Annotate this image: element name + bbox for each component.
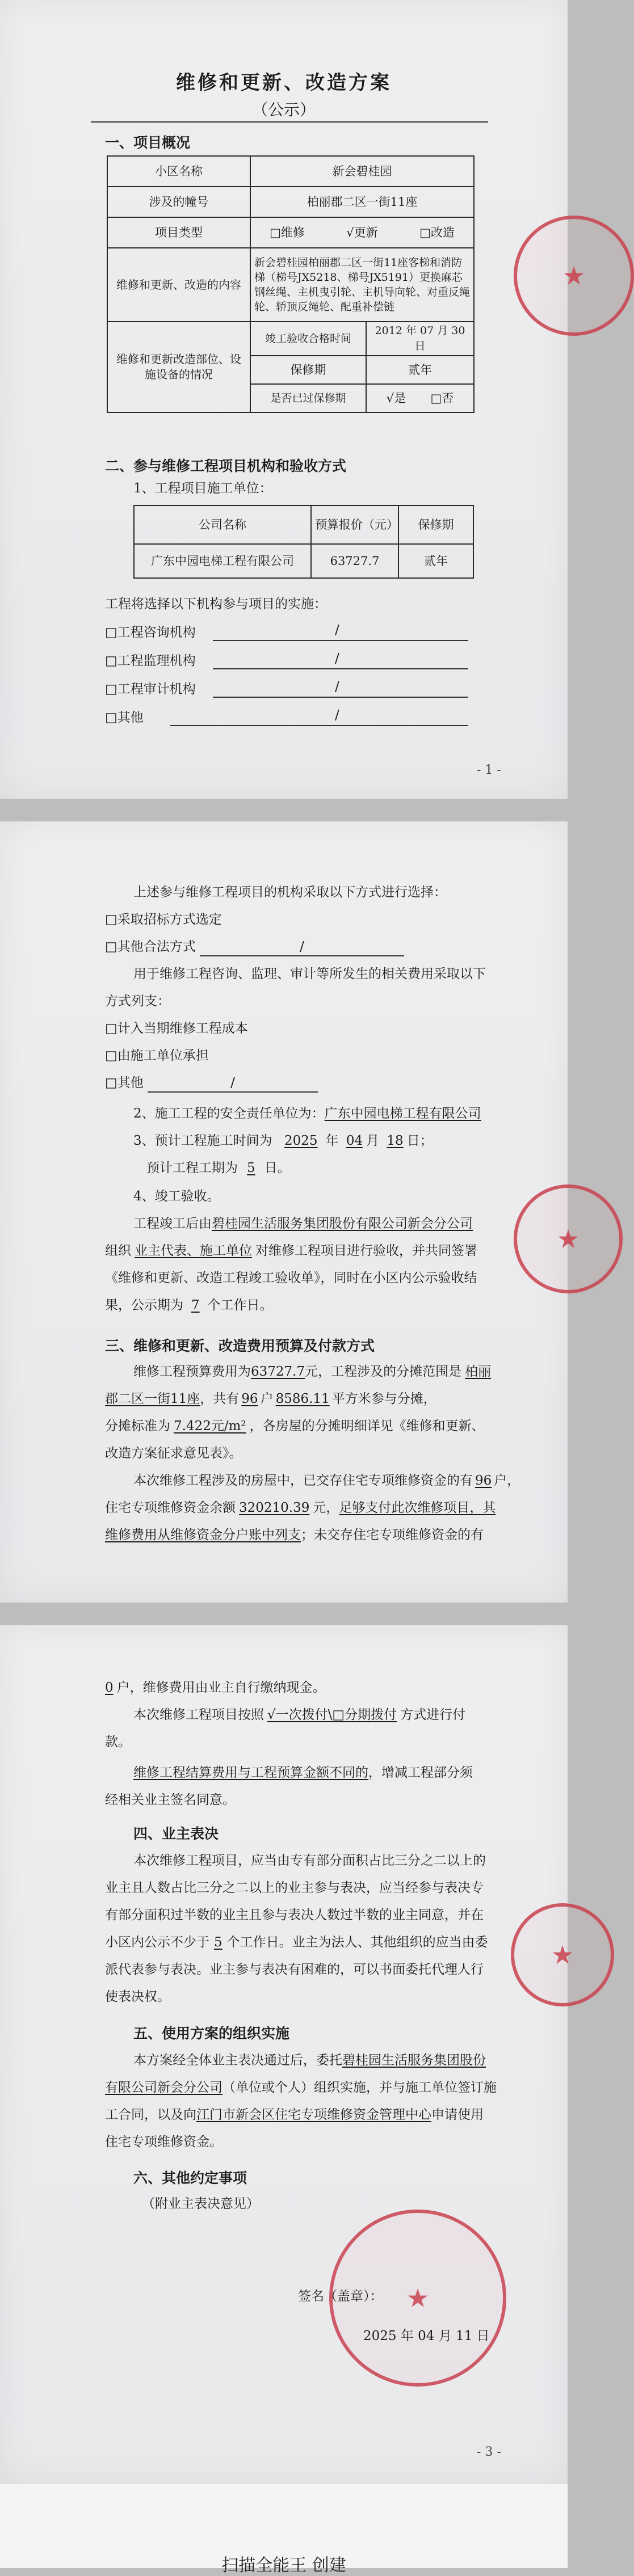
- page-number: - 1 -: [477, 763, 501, 777]
- p3-line-1: 0 户，维修费用由业主自行缴纳现金。: [105, 1680, 326, 1695]
- agency-audit-slash: /: [335, 680, 339, 694]
- content-value: 新会碧桂园柏丽郡二区一街11座客梯和消防梯（梯号JX5218、梯号JX5191）更换麻芯钢丝绳、主机曳引轮、主机导向轮、对重反绳轮、轿顶反绳轮、配重补偿链: [250, 248, 474, 322]
- p3-line-10: 派代表参与表决。业主参与表决有困难的，可以书面委托代理人行: [105, 1962, 484, 1977]
- p2-line-5: 方式列支：: [105, 994, 170, 1009]
- p3-line-16: （附业主表决意见）: [142, 2196, 259, 2211]
- over-warranty-label: 是否已过保修期: [250, 384, 366, 412]
- p2-line-20: 改造方案征求意见表》。: [105, 1446, 242, 1461]
- header-budget: 预算报价（元）: [311, 505, 398, 544]
- p2-line-9: 2、施工工程的安全责任单位为：广东中园电梯工程有限公司: [133, 1106, 481, 1121]
- p3-line-5: 经相关业主签名同意。: [105, 1793, 236, 1807]
- scanner-caption: 扫描全能王 创建: [221, 2556, 346, 2575]
- p2-line-3: □其他合法方式 /: [105, 938, 404, 956]
- p2-line-23: 维修费用从维修资金分户账中列支；未交存住宅专项维修资金的有: [105, 1528, 484, 1542]
- agency-audit-blank: [213, 697, 468, 698]
- type-label: 项目类型: [107, 217, 250, 248]
- p2-line-12: 4、竣工验收。: [133, 1189, 220, 1204]
- agency-consulting-blank: [213, 640, 468, 641]
- budget-value: 63727.7: [311, 544, 398, 578]
- p2-line-6: □计入当期维修工程成本: [105, 1021, 248, 1036]
- company-seal: ★: [514, 216, 634, 336]
- doc-title: 维修和更新、改造方案: [176, 71, 392, 94]
- agency-consulting-slash: /: [335, 623, 339, 638]
- construction-unit-label: 1、工程项目施工单位：: [133, 481, 272, 496]
- over-warranty-no: □否: [430, 391, 454, 405]
- sign-date: 2025 年 04 月 11 日: [363, 2329, 490, 2343]
- p3-line-2: 本次维修工程项目按照 √一次拨付\□分期拨付 方式进行付: [133, 1708, 466, 1722]
- p2-line-21: 本次维修工程涉及的房屋中，已交存住宅专项维修资金的有 96 户，: [133, 1473, 520, 1488]
- p2-line-18: 郡二区一街11座，共有 96 户 8586.11 平方米参与分摊，: [105, 1392, 436, 1406]
- p2-line-8: □其他 /: [105, 1074, 318, 1093]
- facility-label: 维修和更新改造部位、设施设备的情况: [107, 322, 250, 412]
- building-value: 柏丽郡二区一街11座: [250, 187, 474, 217]
- p3-line-8: 有部分面积过半数的业主且参与表决人数过半数的业主同意，并在: [105, 1908, 484, 1922]
- project-overview-table: [107, 155, 475, 413]
- company-seal-edge: ★: [511, 1903, 614, 2006]
- content-label: 维修和更新、改造的内容: [107, 248, 250, 322]
- p3-line-9: 小区内公示不少于 5 个工作日。业主为法人、其他组织的应当由委: [105, 1935, 488, 1950]
- section-4-heading: 四、业主表决: [133, 1825, 219, 1842]
- p2-line-8-blank: /: [148, 1074, 318, 1093]
- header-warranty: 保修期: [398, 505, 473, 544]
- safety-unit: 广东中园电梯工程有限公司: [324, 1106, 481, 1121]
- header-company: 公司名称: [134, 505, 311, 544]
- agency-supervision-blank: [213, 668, 468, 669]
- p3-line-15: 住宅专项维修资金。: [105, 2135, 222, 2149]
- p3-line-11: 使表决权。: [105, 1989, 170, 2004]
- p3-line-4: 维修工程结算费用与工程预算金额不同的，增减工程部分须: [133, 1765, 473, 1780]
- type-option-repair: □维修: [270, 225, 305, 239]
- page-1: [0, 0, 584, 799]
- title-underline: [91, 121, 488, 123]
- community-label: 小区名称: [107, 156, 250, 187]
- building-label: 涉及的幢号: [107, 187, 250, 217]
- p2-line-7: □由施工单位承担: [105, 1048, 209, 1063]
- p2-line-13: 工程竣工后由碧桂园生活服务集团股份有限公司新会分公司: [133, 1216, 473, 1231]
- section-1-heading: 一、项目概况: [105, 134, 191, 151]
- section-6-heading: 六、其他约定事项: [133, 2170, 247, 2186]
- p3-line-13: 有限公司新会分公司（单位或个人）组织实施，并与施工单位签订施: [105, 2080, 497, 2095]
- p2-line-19: 分摊标准为 7.422元/m² ，各房屋的分摊明细详见《维修和更新、: [105, 1419, 485, 1434]
- p3-line-6: 本次维修工程项目，应当由专有部分面积占比三分之二以上的: [133, 1853, 486, 1868]
- section-2-heading: 二、参与维修工程项目机构和验收方式: [105, 458, 347, 474]
- p2-line-14: 组织 业主代表、施工单位 对维修工程项目进行验收，并共同签署: [105, 1243, 477, 1258]
- agency-supervision-slash: /: [335, 651, 339, 666]
- accept-value: 2012 年 07 月 30 日: [366, 322, 474, 356]
- p3-line-3: 款。: [105, 1735, 131, 1749]
- signature-label: 签名（盖章）：: [298, 2289, 383, 2304]
- scanner-footer: [0, 2484, 568, 2575]
- p2-line-3-blank: /: [200, 938, 404, 956]
- page-3: [0, 1625, 573, 2484]
- p2-line-11: 预计工程工期为 5 日。: [146, 1161, 291, 1175]
- warranty-period: 贰年: [398, 544, 473, 578]
- agency-other-slash: /: [335, 708, 339, 723]
- p2-line-16: 果，公示期为 7 个工作日。: [105, 1298, 273, 1313]
- type-option-update: √更新: [346, 225, 378, 239]
- type-option-reform: □改造: [419, 225, 455, 239]
- agency-supervision: □工程监理机构: [105, 654, 196, 668]
- company-seal: ★: [329, 2210, 506, 2387]
- p3-line-12: 本方案经全体业主表决通过后，委托碧桂园生活服务集团股份: [133, 2053, 486, 2068]
- p3-line-7: 业主且人数占比三分之二以上的业主参与表决，应当经参与表决专: [105, 1881, 484, 1895]
- p2-line-10: 3、预计工程施工时间为 2025 年 04 月 18 日；: [133, 1133, 433, 1148]
- p2-line-15: 《维修和更新、改造工程竣工验收单》，同时在小区内公示验收结: [105, 1271, 477, 1285]
- community-value: 新会碧桂园: [250, 156, 474, 187]
- over-warranty-options: [366, 384, 474, 412]
- agency-other: □其他: [105, 710, 144, 725]
- page-number: - 3 -: [477, 2445, 501, 2459]
- p2-line-17: 维修工程预算费用为63727.7元，工程涉及的分摊范围是 柏丽: [133, 1364, 492, 1379]
- p2-line-22: 住宅专项维修资金余额 320210.39 元，足够支付此次维修项目，其: [105, 1500, 496, 1515]
- p2-line-1: 上述参与维修工程项目的机构采取以下方式进行选择：: [133, 885, 447, 900]
- p3-line-14: 工合同，以及向江门市新会区住宅专项维修资金管理中心申请使用: [105, 2107, 484, 2122]
- warranty-value: 贰年: [366, 356, 474, 384]
- company-seal: ★: [514, 1184, 623, 1293]
- page-2: [0, 821, 578, 1603]
- agency-consulting: □工程咨询机构: [105, 625, 196, 640]
- warranty-label: 保修期: [250, 356, 366, 384]
- accept-label: 竣工验收合格时间: [250, 322, 366, 356]
- doc-subtitle: （公示）: [251, 100, 316, 119]
- agency-other-blank: [170, 725, 468, 726]
- agency-audit: □工程审计机构: [105, 682, 196, 697]
- company-name: 广东中园电梯工程有限公司: [134, 544, 311, 578]
- p2-line-2: □采取招标方式选定: [105, 912, 222, 927]
- section-5-heading: 五、使用方案的组织实施: [133, 2025, 290, 2042]
- construction-unit-table: [133, 505, 474, 579]
- p2-line-4: 用于维修工程咨询、监理、审计等所发生的相关费用采取以下: [133, 967, 486, 981]
- section-3-heading: 三、维修和更新、改造费用预算及付款方式: [105, 1338, 375, 1354]
- over-warranty-yes: √是: [386, 391, 406, 405]
- type-options: [250, 217, 474, 248]
- agencies-intro: 工程将选择以下机构参与项目的实施：: [105, 597, 327, 612]
